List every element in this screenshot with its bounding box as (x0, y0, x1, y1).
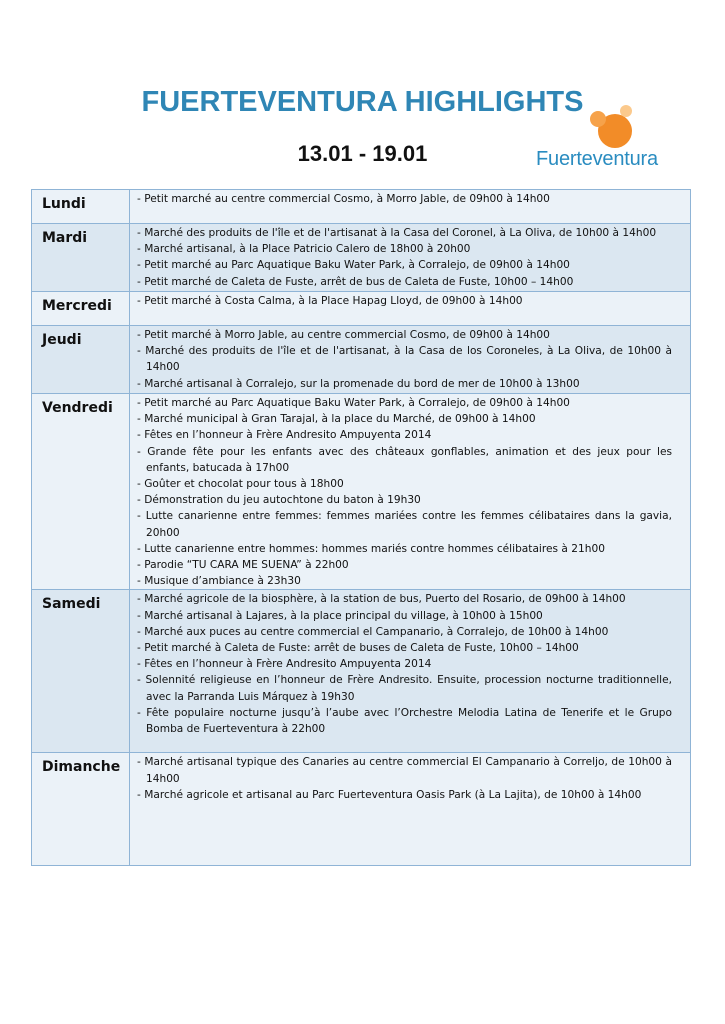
event-item: - Marché agricole de la biosphère, à la station de bus, Puerto del Rosario, de 09h00 à 14h00 (137, 593, 626, 606)
logo-wordmark: Fuerteventura (536, 148, 658, 170)
event-list (137, 591, 672, 737)
schedule-row-mardi (32, 224, 691, 292)
event-list (137, 754, 672, 803)
schedule-row-jeudi (32, 326, 691, 394)
event-list (137, 225, 672, 290)
event-item: - Marché des produits de l'île et de l'artisanat à la Casa del Coronel, à La Oliva, de 10h00 à 14h00 (137, 227, 657, 239)
events-cell (130, 224, 691, 292)
day-label: Lundi (32, 190, 130, 224)
event-list (137, 293, 672, 309)
event-item: - Marché municipal à Gran Tarajal, à la place du Marché, de 09h00 à 14h00 (137, 413, 536, 426)
events-cell (130, 292, 691, 326)
events-cell (130, 190, 691, 224)
event-item: - Lutte canarienne entre femmes: femmes mariées contre les femmes célibataires dans la gavia, 20h00 (137, 510, 672, 539)
day-label: Vendredi (32, 394, 130, 590)
event-list (137, 327, 672, 392)
event-list (137, 395, 672, 589)
event-item: - Démonstration du jeu autochtone du baton à 19h30 (137, 494, 421, 507)
event-item: - Marché artisanal à Lajares, à la place principal du village, à 10h00 à 15h00 (137, 609, 543, 622)
page-title: FUERTEVENTURA HIGHLIGHTS (141, 86, 584, 118)
day-label: Mardi (32, 224, 130, 292)
event-item: - Petit marché à Costa Calma, à la Place Hapag Lloyd, de 09h00 à 14h00 (137, 295, 523, 307)
day-label: Samedi (32, 590, 130, 753)
events-cell (130, 753, 691, 866)
event-item: - Grande fête pour les enfants avec des châteaux gonflables, animation et des jeux pour les enfants, batucada à 17h00 (137, 445, 672, 474)
fuerteventura-logo (536, 104, 686, 174)
event-list (137, 191, 672, 207)
day-label: Mercredi (32, 292, 130, 326)
event-item: - Fêtes en l’honneur à Frère Andresito Ampuyenta 2014 (137, 429, 432, 442)
weekly-schedule-table (31, 189, 691, 866)
day-label: Dimanche (32, 753, 130, 866)
event-item: - Petit marché au centre commercial Cosmo, à Morro Jable, de 09h00 à 14h00 (137, 193, 550, 205)
event-item: - Petit marché à Morro Jable, au centre commercial Cosmo, de 09h00 à 14h00 (137, 329, 550, 341)
event-item: - Petit marché au Parc Aquatique Baku Water Park, à Corralejo, de 09h00 à 14h00 (137, 259, 570, 272)
schedule-row-samedi (32, 590, 691, 753)
schedule-row-dimanche (32, 753, 691, 866)
event-item: - Fête populaire nocturne jusqu’à l’aube avec l’Orchestre Melodia Latina de Tenerife et le Grupo Bomba de Fuerteventura à 22h00 (137, 706, 672, 736)
day-label: Jeudi (32, 326, 130, 394)
event-item: - Petit marché à Caleta de Fuste: arrêt de buses de Caleta de Fuste, 10h00 – 14h00 (137, 642, 579, 655)
event-item: - Marché artisanal typique des Canaries au centre commercial El Campanario à Correljo, de 10h00 à 14h00 (137, 756, 672, 785)
event-item: - Musique d’ambiance à 23h30 (137, 575, 301, 588)
schedule-row-vendredi (32, 394, 691, 590)
event-item: - Marché des produits de l'île et de l'artisanat, à la Casa de los Coroneles, à La Oliva, de 10h00 à 14h00 (137, 345, 672, 374)
events-cell (130, 394, 691, 590)
event-item: - Petit marché de Caleta de Fuste, arrêt de bus de Caleta de Fuste, 10h00 – 14h00 (137, 275, 574, 288)
date-range: 13.01 - 19.01 (297, 141, 428, 166)
event-item: - Marché artisanal, à la Place Patricio Calero de 18h00 à 20h00 (137, 243, 471, 256)
schedule-row-mercredi (32, 292, 691, 326)
event-item: - Marché aux puces au centre commercial el Campanario, à Corralejo, de 10h00 à 14h00 (137, 625, 609, 638)
event-item: - Parodie “TU CARA ME SUENA” à 22h00 (137, 559, 349, 572)
event-item: - Goûter et chocolat pour tous à 18h00 (137, 478, 344, 491)
event-item: - Marché artisanal à Corralejo, sur la promenade du bord de mer de 10h00 à 13h00 (137, 377, 580, 390)
event-item: - Solennité religieuse en l’honneur de Frère Andresito. Ensuite, procession nocturne traditionnelle, avec la Parranda Luis Márquez à 19h30 (137, 674, 672, 703)
event-item: - Fêtes en l’honneur à Frère Andresito Ampuyenta 2014 (137, 658, 432, 671)
event-item: - Marché agricole et artisanal au Parc Fuerteventura Oasis Park (à La Lajita), de 10h00 à 14h00 (137, 788, 642, 801)
events-cell (130, 590, 691, 753)
events-cell (130, 326, 691, 394)
event-item: - Petit marché au Parc Aquatique Baku Water Park, à Corralejo, de 09h00 à 14h00 (137, 397, 570, 409)
event-item: - Lutte canarienne entre hommes: hommes mariés contre hommes célibataires à 21h00 (137, 542, 605, 555)
sun-circles-icon (586, 104, 636, 150)
schedule-row-lundi (32, 190, 691, 224)
